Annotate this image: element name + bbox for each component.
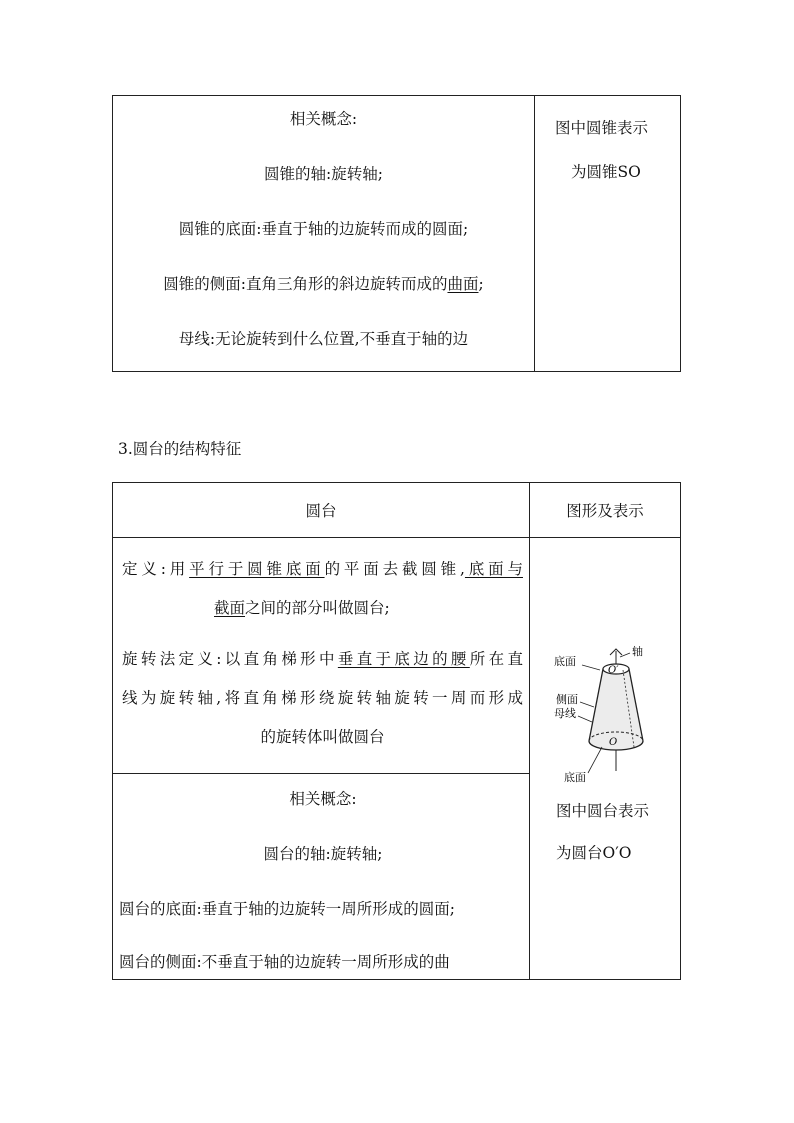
fig-label-top-center: O′ [608,665,619,676]
fig-label-bottom-center: O [609,737,618,748]
cone-lateral-underline: 曲面 [447,275,479,293]
cone-notation-line1: 图中圆锥表示 [555,119,649,137]
cone-notation-line2: 为圆锥SO [571,163,641,181]
cone-base-text: 圆锥的底面:垂直于轴的边旋转而成的圆面; [178,220,469,238]
fig-label-lateral: 侧面 [556,693,578,706]
leader-lateral [580,702,594,707]
fig-label-generatrix: 母线 [554,707,576,720]
frustum-header-right: 图形及表示 [530,483,681,538]
frustum-definition-cell [113,538,530,774]
frustum-table [112,482,681,980]
cone-concepts-title: 相关概念: [289,110,358,128]
section-heading: 3.圆台的结构特征 [118,440,242,458]
frustum-def2-line1: 旋转法定义:以直角梯形中垂直于底边的腰所在直 [122,650,523,668]
frustum-concepts-cell [113,774,530,980]
cone-notation-cell [535,96,681,372]
fig-label-bottom-base: 底面 [564,771,586,784]
frustum-notation-line1: 图中圆台表示 [556,802,650,820]
frustum-def2-line3: 的旋转体叫做圆台 [260,728,385,746]
cone-generatrix-text: 母线:无论旋转到什么位置,不垂直于轴的边 [178,330,469,348]
frustum-base-text: 圆台的底面:垂直于轴的边旋转一周所形成的圆面; [119,900,455,918]
frustum-def1-line2: 截面之间的部分叫做圆台; [214,599,390,617]
frustum-notation [556,790,649,874]
cone-axis-text: 圆锥的轴:旋转轴; [264,165,383,183]
frustum-axis-text: 圆台的轴:旋转轴; [263,845,383,863]
frustum-header-left: 圆台 [113,483,530,538]
fig-label-top-base: 底面 [554,655,576,668]
frustum-notation-line2: 为圆台O′O [556,844,632,862]
frustum-figure-cell [530,538,681,980]
frustum-lateral-text: 圆台的侧面:不垂直于轴的边旋转一周所形成的曲 [119,953,450,971]
cone-concepts-cell [113,96,535,372]
fig-label-axis: 轴 [632,645,643,658]
leader-generatrix [578,716,592,722]
cone-lateral-text: 圆锥的侧面:直角三角形的斜边旋转而成的曲面; [163,275,484,293]
frustum-diagram [530,633,682,784]
leader-top-base [582,665,600,670]
frustum-def2-line2: 线为旋转轴,将直角梯形绕旋转轴旋转一周而形成 [122,689,523,707]
cone-concepts-table [112,95,681,372]
leader-bottom-base [588,747,602,773]
frustum-concepts-title: 相关概念: [289,790,357,808]
frustum-def1-line1: 定义:用平行于圆锥底面的平面去截圆锥,底面与 [122,560,523,578]
